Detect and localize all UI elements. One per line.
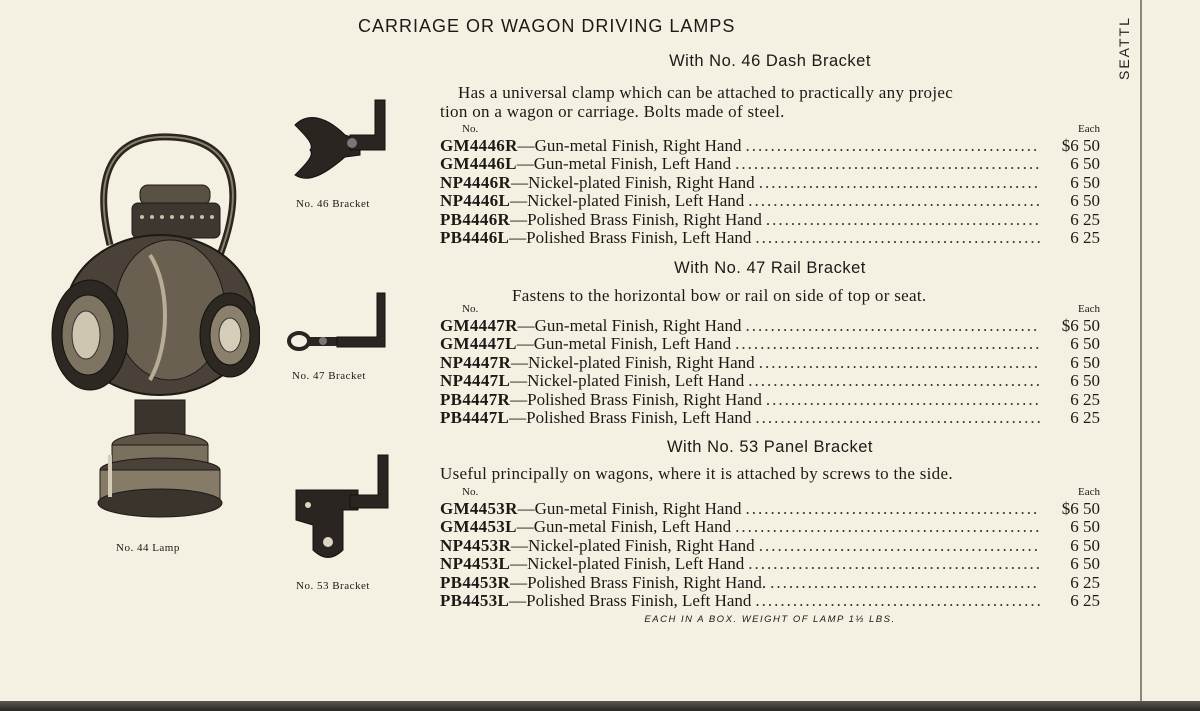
item-description: —Gun-metal Finish, Right Hand xyxy=(517,137,742,155)
price-row xyxy=(440,537,1100,555)
price-row xyxy=(440,335,1100,353)
side-margin-text: SEATTL xyxy=(1116,16,1132,80)
item-code: GM4446L xyxy=(440,155,517,174)
lamp-illustration xyxy=(40,125,260,530)
price-row xyxy=(440,354,1100,372)
item-code: NP4453L xyxy=(440,555,511,574)
bracket-53-illustration xyxy=(288,450,398,565)
section-description-dash-bracket xyxy=(440,83,1100,121)
bracket-46-caption: No. 46 Bracket xyxy=(296,198,370,210)
item-price: 6 50 xyxy=(1070,518,1100,537)
item-price: 6 25 xyxy=(1070,408,1100,427)
column-header-each: Each xyxy=(1078,486,1100,498)
description-line: tion on a wagon or carriage. Bolts made of steel. xyxy=(440,102,785,121)
item-description: —Nickel-plated Finish, Right Hand xyxy=(511,353,755,372)
leader-dots xyxy=(766,391,1040,409)
column-header-no: No. xyxy=(462,303,479,315)
item-price: 6 25 xyxy=(1070,210,1100,229)
leader-dots xyxy=(745,137,1040,155)
item-code: GM4447R xyxy=(440,317,518,335)
price-row xyxy=(440,192,1100,210)
item-code: PB4453R xyxy=(440,573,511,592)
column-header-no: No. xyxy=(462,123,479,135)
description-line: Has a universal clamp which can be attached to practically any projec xyxy=(458,83,954,102)
page-edge xyxy=(1140,0,1142,711)
item-price: $6 50 xyxy=(1061,317,1100,335)
item-code: GM4453R xyxy=(440,500,518,518)
item-code: PB4447L xyxy=(440,408,510,427)
item-price: 6 50 xyxy=(1070,536,1100,555)
bracket-47-illustration xyxy=(285,285,395,365)
item-price: 6 50 xyxy=(1070,173,1100,192)
item-description: —Polished Brass Finish, Left Hand xyxy=(509,228,752,247)
leader-dots xyxy=(770,574,1040,592)
item-code: PB4447R xyxy=(440,390,511,409)
item-description: —Gun-metal Finish, Left Hand xyxy=(516,335,732,354)
price-row xyxy=(440,574,1100,592)
column-header xyxy=(440,303,1100,315)
item-code: NP4447L xyxy=(440,372,511,391)
price-row xyxy=(440,174,1100,192)
item-price: $6 50 xyxy=(1061,500,1100,518)
leader-dots xyxy=(759,537,1040,555)
item-price: 6 50 xyxy=(1070,155,1100,174)
leader-dots xyxy=(745,317,1040,335)
leader-dots xyxy=(735,155,1040,173)
item-price: $6 50 xyxy=(1061,137,1100,155)
item-description: —Gun-metal Finish, Right Hand xyxy=(517,500,742,518)
item-description: —Gun-metal Finish, Left Hand xyxy=(516,155,732,174)
leader-dots xyxy=(759,354,1040,372)
item-code: PB4446L xyxy=(440,228,510,247)
item-description: —Gun-metal Finish, Left Hand xyxy=(516,518,732,537)
section-description-rail-bracket: Fastens to the horizontal bow or rail on side of top or seat. xyxy=(512,286,927,305)
page-bottom-edge xyxy=(0,701,1200,711)
leader-dots xyxy=(766,211,1040,229)
item-code: GM4446R xyxy=(440,137,518,155)
item-price: 6 50 xyxy=(1070,335,1100,354)
column-header xyxy=(440,123,1100,135)
leader-dots xyxy=(735,518,1040,536)
item-description: —Polished Brass Finish, Right Hand xyxy=(510,210,762,229)
bracket-47-caption: No. 47 Bracket xyxy=(292,370,366,382)
price-row xyxy=(440,211,1100,229)
price-row xyxy=(440,518,1100,536)
column-header xyxy=(440,486,1100,498)
page-heading: CARRIAGE OR WAGON DRIVING LAMPS xyxy=(358,16,736,36)
section-description-panel-bracket: Useful principally on wagons, where it is attached by screws to the side. xyxy=(440,464,953,483)
leader-dots xyxy=(745,500,1040,518)
price-table-panel-bracket xyxy=(440,500,1100,610)
item-description: —Polished Brass Finish, Left Hand xyxy=(509,591,752,610)
leader-dots xyxy=(755,592,1040,610)
section-title-rail-bracket: With No. 47 Rail Bracket xyxy=(674,259,866,277)
item-description: —Nickel-plated Finish, Left Hand xyxy=(510,192,745,211)
price-row xyxy=(440,391,1100,409)
price-row xyxy=(440,137,1100,155)
footnote: EACH IN A BOX. WEIGHT OF LAMP 1⅓ LBS. xyxy=(644,614,896,625)
item-code: NP4446L xyxy=(440,192,511,211)
bracket-53-caption: No. 53 Bracket xyxy=(296,580,370,592)
price-row xyxy=(440,317,1100,335)
price-table-rail-bracket xyxy=(440,317,1100,427)
item-code: GM4453L xyxy=(440,518,517,537)
item-description: —Polished Brass Finish, Right Hand xyxy=(510,390,762,409)
item-price: 6 50 xyxy=(1070,372,1100,391)
item-description: —Gun-metal Finish, Right Hand xyxy=(517,317,742,335)
column-header-each: Each xyxy=(1078,303,1100,315)
price-row xyxy=(440,500,1100,518)
item-code: GM4447L xyxy=(440,335,517,354)
price-row xyxy=(440,372,1100,390)
price-row xyxy=(440,555,1100,573)
price-row xyxy=(440,155,1100,173)
item-code: PB4446R xyxy=(440,210,511,229)
column-header-each: Each xyxy=(1078,123,1100,135)
item-description: —Polished Brass Finish, Left Hand xyxy=(509,408,752,427)
leader-dots xyxy=(755,229,1040,247)
leader-dots xyxy=(755,409,1040,427)
item-description: —Nickel-plated Finish, Left Hand xyxy=(510,555,745,574)
price-row xyxy=(440,592,1100,610)
price-table-dash-bracket xyxy=(440,137,1100,247)
item-description: —Nickel-plated Finish, Right Hand xyxy=(511,536,755,555)
leader-dots xyxy=(748,192,1040,210)
item-code: PB4453L xyxy=(440,591,510,610)
leader-dots xyxy=(759,174,1040,192)
item-code: NP4447R xyxy=(440,353,512,372)
item-price: 6 25 xyxy=(1070,228,1100,247)
item-code: NP4446R xyxy=(440,173,512,192)
price-row xyxy=(440,229,1100,247)
item-price: 6 50 xyxy=(1070,353,1100,372)
item-price: 6 25 xyxy=(1070,591,1100,610)
bracket-46-illustration xyxy=(290,95,395,195)
section-title-panel-bracket: With No. 53 Panel Bracket xyxy=(666,438,873,456)
price-row xyxy=(440,409,1100,427)
item-price: 6 50 xyxy=(1070,192,1100,211)
item-price: 6 25 xyxy=(1070,390,1100,409)
item-price: 6 25 xyxy=(1070,573,1100,592)
leader-dots xyxy=(735,335,1040,353)
item-description: —Polished Brass Finish, Right Hand. xyxy=(510,573,767,592)
item-price: 6 50 xyxy=(1070,555,1100,574)
item-description: —Nickel-plated Finish, Left Hand xyxy=(510,372,745,391)
item-description: —Nickel-plated Finish, Right Hand xyxy=(511,173,755,192)
lamp-caption: No. 44 Lamp xyxy=(116,542,180,554)
leader-dots xyxy=(748,372,1040,390)
section-title-dash-bracket: With No. 46 Dash Bracket xyxy=(669,52,871,70)
leader-dots xyxy=(748,555,1040,573)
item-code: NP4453R xyxy=(440,536,512,555)
column-header-no: No. xyxy=(462,486,479,498)
